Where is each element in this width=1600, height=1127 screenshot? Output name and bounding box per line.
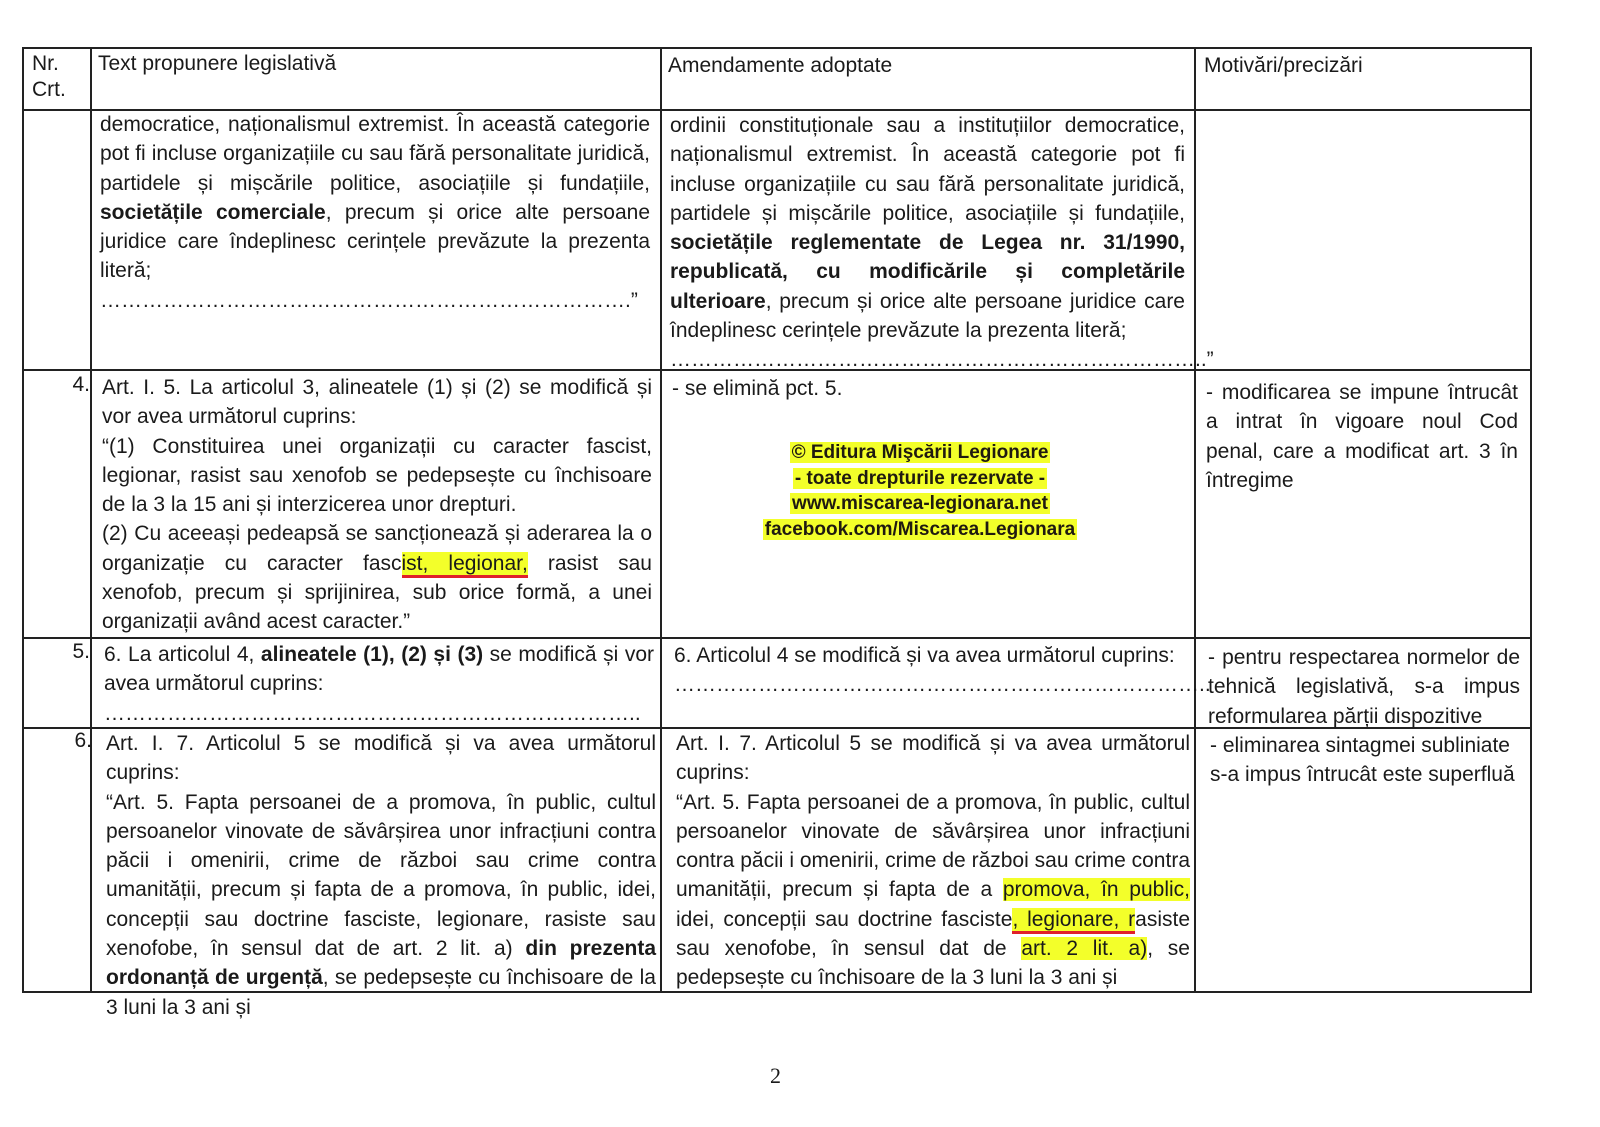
row4-text-cell (102, 373, 652, 637)
header-nr-crt: Nr. Crt. (32, 52, 66, 101)
row1-text-cell (100, 110, 650, 315)
row4-amend-cell: - se elimină pct. 5. (672, 377, 843, 400)
text-span: , se pedepsește cu închisoare de la 3 luni la 3 ani și (106, 966, 656, 1019)
text-span: rasist sau xenofob, precum și sprijinirea, sub orice formă, a unei organizații având acest caracter.” (102, 551, 652, 634)
highlighted-phrase: promova, în public, (1002, 878, 1190, 902)
amend-paragraph: Art. I. 7. Articolul 5 se modifică și va avea următorul cuprins: (676, 732, 1190, 785)
watermark (660, 440, 1180, 542)
row6-text-cell (106, 729, 656, 1019)
text-span: “Art. 5. Fapta persoanei de a promova, în public, cultul persoanelor vinovate de săvârșirea unor infracțiuni contra păcii i omenirii, crime de război sau crime contra umanității, precum și fapta de a (676, 790, 1190, 902)
header-amendamente: Amendamente adoptate (668, 54, 893, 77)
text-bold-phrase: societățile comerciale (100, 200, 326, 224)
text-paragraph-end: , precum și orice alte persoane juridice care îndeplinesc cerințele prevăzute la prezenta literă; (100, 200, 650, 283)
header-motivari: Motivări/precizări (1204, 54, 1363, 77)
text-span: idei, concepții sau doctrine fasciste (676, 907, 1013, 931)
row1-amend-cell (670, 111, 1214, 375)
amend-paragraph-end: , precum și orice alte persoane juridice care îndeplinesc cerințele prevăzute la prezenta literă; (670, 289, 1185, 343)
row6-motiv-cell: - eliminarea sintagmei subliniate s-a impus întrucât este superfluă (1210, 734, 1515, 787)
text-span: asiste sau xenofobe, în sensul dat de (676, 907, 1190, 961)
text-span: 6. La articolul 4, (104, 643, 261, 666)
row6-amend-cell (676, 729, 1190, 991)
ellipsis-line: ………………………………………………………………….. (104, 701, 641, 725)
row-number: 5. (72, 640, 90, 663)
text-paragraph (102, 519, 652, 636)
amend-paragraph (676, 788, 1190, 993)
text-span: (2) Cu aceeași pedeapsă se sancționează și aderarea la o organizație cu caracter fasc (102, 522, 652, 575)
row5-text-cell (104, 640, 654, 728)
highlighted-phrase: , legionare, r (1012, 908, 1135, 934)
amend-paragraph: ordinii constituționale sau a instituțiilor democratice, naționalismul extremist. În această categorie pot fi incluse organizațiile cu sau fără personalitate juridică, partidele și mișcările politice, asociațiile și fundațiile, (670, 114, 1185, 225)
text-span: , se pedepsește cu închisoare de la 3 luni la 3 ani și (676, 937, 1190, 990)
highlighted-phrase: art. 2 lit. a) (1021, 937, 1148, 961)
text-paragraph: Art. I. 7. Articolul 5 se modifică și va avea următorul cuprins: (106, 732, 656, 785)
ellipsis-line: ………………………………………………………………….. (674, 673, 1211, 697)
text-span: “Art. 5. Fapta persoanei de a promova, în public, cultul persoanelor vinovate de săvârșirea unor infracțiuni contra păcii i omenirii, crime de război sau crime contra umanității, precum și fapta de a promova, în public, idei, concepții sau doctrine fasciste, legionare, rasiste sau xenofobe, în sensul dat de art. 2 lit. a) (106, 790, 656, 961)
watermark-link[interactable]: facebook.com/Miscarea.Legionara (764, 518, 1076, 540)
text-span: se modifică și vor avea următorul cuprins: (104, 643, 654, 696)
page-number: 2 (770, 1063, 781, 1088)
column-divider (1194, 49, 1196, 991)
text-bold-phrase: alineatele (1), (2) și (3) (260, 643, 484, 666)
row-number: 4. (72, 373, 90, 396)
amend-bold-phrase: societățile reglementate de Legea nr. 31/1990, republicată, cu modificările și completările ulterioare (670, 231, 1185, 313)
watermark-link[interactable]: www.miscarea-legionara.net (792, 493, 1048, 514)
watermark-line: - toate drepturile rezervate - (794, 467, 1046, 489)
row-number: 6. (74, 729, 92, 752)
column-divider (90, 49, 92, 991)
row-divider (24, 637, 1530, 639)
text-bold-phrase: din prezenta ordonanță de urgență (106, 937, 656, 990)
ellipsis-line: ………………………………………………………………….” (100, 288, 638, 312)
text-paragraph: democratice, naționalismul extremist. În această categorie pot fi incluse organizațiile cu sau fără personalitate juridică, partidele și mișcările politice, asociațiile și fundațiile, (100, 113, 650, 195)
text-paragraph: Art. I. 5. La articolul 3, alineatele (1) și (2) se modifică și vor avea următorul cuprins: (102, 376, 652, 429)
amend-paragraph: 6. Articolul 4 se modifică și va avea următorul cuprins: (674, 644, 1175, 667)
watermark-line: © Editura Mişcării Legionare (791, 442, 1049, 463)
text-paragraph (106, 788, 656, 1022)
row5-motiv-cell: - pentru respectarea normelor de tehnică legislativă, s-a impus reformularea părții dispozitive (1208, 646, 1520, 728)
text-paragraph: “(1) Constituirea unei organizații cu caracter fascist, legionar, rasist sau xenofob se pedepsește cu închisoare de la 3 la 15 ani și interzicerea unor drepturi. (102, 434, 652, 517)
row5-amend-cell (674, 641, 1211, 700)
highlighted-phrase: ist, legionar, (402, 552, 528, 578)
header-text-propunere: Text propunere legislativă (98, 52, 337, 75)
row4-motiv-cell: - modificarea se impune întrucât a intrat în vigoare noul Cod penal, care a modificat art. 3 în întregime (1206, 381, 1518, 492)
ellipsis-line: …………………………………………………………………..” (670, 348, 1214, 372)
